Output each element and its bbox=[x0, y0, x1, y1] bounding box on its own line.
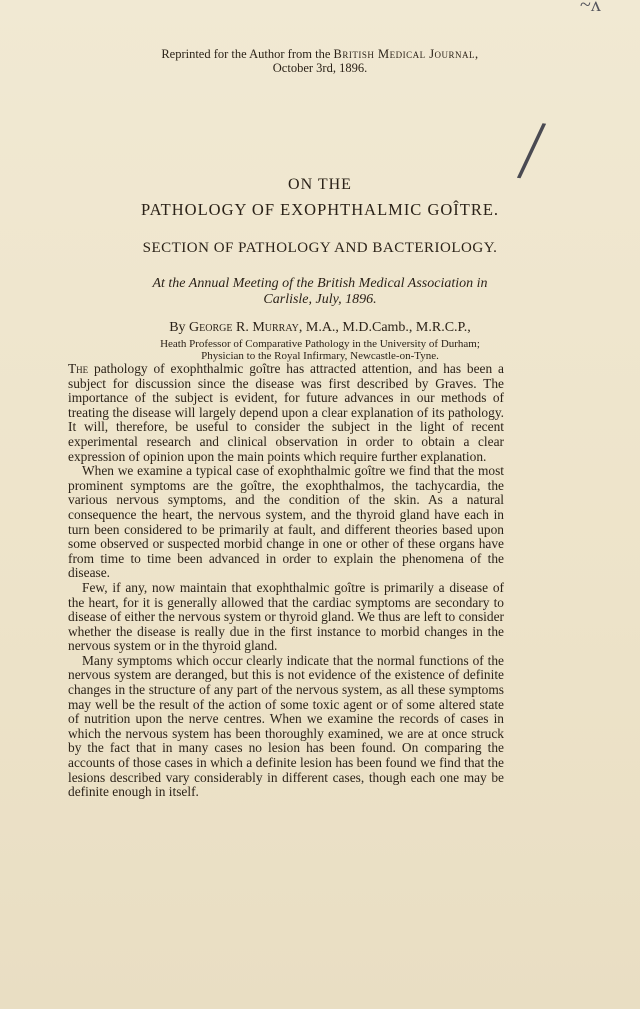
section-heading: SECTION OF PATHOLOGY AND BACTERIOLOGY. bbox=[142, 240, 498, 256]
author-name: George R. Murray, bbox=[189, 320, 303, 335]
meeting-line-1: At the Annual Meeting of the British Medical Association in bbox=[152, 276, 488, 291]
byline-by: By bbox=[169, 320, 186, 335]
paragraph-4: Many symptoms which occur clearly indicate that the normal functions of the nervous system are deranged, but this is not evidence of the existence of definite changes in the structure of any part of the nervous system, as all these symptoms may well be the result of the action of some toxic agent or of some altered state of nutrition upon the nerve centres. When we examine the records of cases in which the nervous system has been thoroughly examined, we are at once struck by the fact that in many cases no lesion has been found. On comparing the accounts of those cases in which a definite lesion has been found we find that the lesions described vary considerably in different cases, though each one may be definite enough in itself. bbox=[68, 652, 504, 800]
author-affiliation bbox=[60, 338, 580, 362]
meeting-line-2: Carlisle, July, 1896. bbox=[263, 292, 377, 307]
paragraph-lead: The bbox=[68, 361, 89, 376]
meeting-note bbox=[60, 276, 580, 308]
affiliation-line-2: Physician to the Royal Infirmary, Newcastle-on-Tyne. bbox=[201, 350, 439, 362]
paragraph-2: When we examine a typical case of exophthalmic goître we find that the most prominent symptoms are the goître, the exophthalmos, the tachycardia, the various nervous symptoms, and the condition of the skin. As a natural consequence the heart, the nervous system, and the thyroid gland have each in turn been considered to be primarily at fault, and different theories based upon some observed or suspected morbid change in one or other of these organs have from time to time been advanced in order to explain the phenomena of the disease. bbox=[68, 463, 504, 581]
journal-name: British Medical Journal, bbox=[333, 47, 479, 61]
article-body bbox=[68, 362, 504, 800]
author-byline bbox=[60, 320, 580, 336]
reprint-line-1 bbox=[80, 47, 560, 61]
paragraph-3: Few, if any, now maintain that exophthalmic goître is primarily a disease of the heart, for it is generally allowed that the cardiac symptoms are secondary to disease of either the nervous system or thyroid gland. We thus are left to consider whether the disease is really due in the first instance to morbid changes in the nervous system or in the thyroid gland. bbox=[68, 579, 504, 654]
title-prefix: ON THE bbox=[288, 176, 352, 193]
pencil-scribble: ~ʌ bbox=[580, 0, 601, 16]
pencil-mark: / bbox=[514, 106, 550, 192]
reprint-notice bbox=[80, 47, 560, 75]
paragraph-text: pathology of exophthalmic goître has attracted attention, and has been a subject for discussion since the disease was first described by Graves. The importance of the subject is evident, for future advances in our methods of treating the disease will largely depend upon a clear explanation of its pathology. It will, therefore, be useful to consider the subject in the light of recent experimental research and clinical observation in order to obtain a clear expression of opinion upon the main points which require further explanation. bbox=[68, 361, 504, 464]
affiliation-line-1: Heath Professor of Comparative Pathology in the University of Durham; bbox=[160, 338, 480, 350]
author-degrees: M.A., M.D.Camb., M.R.C.P., bbox=[305, 320, 471, 335]
reprint-date: October 3rd, 1896. bbox=[272, 61, 368, 75]
paragraph-1 bbox=[68, 362, 504, 464]
reprint-prefix: Reprinted for the Author from the bbox=[161, 47, 331, 61]
page-title: PATHOLOGY OF EXOPHTHALMIC GOÎTRE. bbox=[140, 200, 500, 219]
